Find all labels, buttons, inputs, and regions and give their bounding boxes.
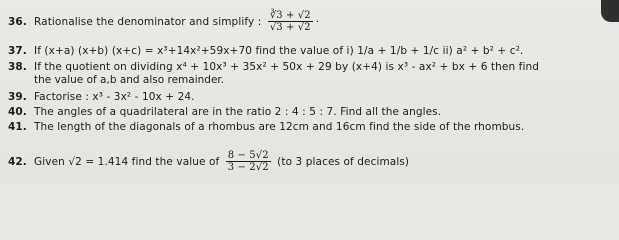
question-number: 39. — [8, 91, 27, 103]
fraction — [268, 10, 313, 33]
fraction-denominator: √3 + √2 — [269, 22, 311, 33]
question-number: 37. — [8, 45, 27, 57]
question-number: 38. — [8, 61, 27, 73]
question-number: 40. — [8, 106, 27, 118]
question-text-after: (to 3 places of decimals) — [277, 155, 410, 168]
question-text: If (x+a) (x+b) (x+c) = x³+14x²+59x+70 find the value of i) 1/a + 1/b + 1/c ii) a² + b² + c². — [34, 45, 524, 57]
fraction — [226, 150, 271, 173]
question-42 — [8, 150, 613, 173]
question-text: Given √2 = 1.414 find the value of — [34, 155, 220, 168]
question-37 — [8, 45, 613, 58]
fraction-numerator: 8 − 5√2 — [227, 150, 269, 161]
fraction-numerator: ∛3 + √2 — [269, 10, 311, 21]
fraction-denominator: 3 − 2√2 — [227, 162, 269, 173]
question-text: The angles of a quadrilateral are in the ratio 2 : 4 : 5 : 7. Find all the angles. — [34, 106, 442, 118]
question-38-continuation: the value of a,b and also remainder. — [34, 74, 225, 86]
question-text: Rationalise the denominator and simplify : — [34, 15, 262, 28]
question-text: The length of the diagonals of a rhombus are 12cm and 16cm find the side of the rhombus. — [34, 121, 525, 133]
question-text: If the quotient on dividing x⁴ + 10x³ + 35x² + 50x + 29 by (x+4) is x³ - ax² + bx + 6 then find — [34, 61, 539, 73]
question-40 — [8, 106, 613, 119]
question-38 — [8, 61, 613, 74]
question-number: 41. — [8, 121, 27, 133]
question-suffix: · — [315, 15, 320, 28]
question-36 — [8, 10, 613, 33]
question-39 — [8, 91, 613, 104]
question-number: 42. — [8, 155, 27, 168]
question-text: Factorise : x³ - 3x² - 10x + 24. — [34, 91, 195, 103]
question-number: 36. — [8, 15, 27, 28]
question-41 — [8, 121, 613, 134]
